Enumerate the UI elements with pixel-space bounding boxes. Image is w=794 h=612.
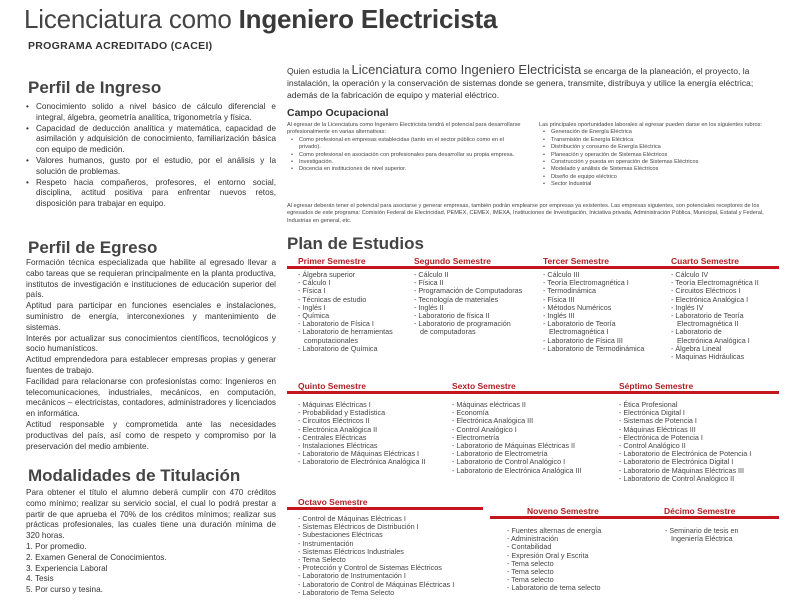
campo-left: Al egresar de la Licenciatura como Ingeniero Electricista tendrá el potencial para desarrollarse profesionalmente en varias alternativas: • Como profesional en empresas establecidas (tanto en el sector público como en el privado). • Como profesional en asociación con profesionales para desarrollar su propia empresa. • Investigación. • Docencia en instituciones de nivel superior. — [287, 122, 527, 174]
intro-paragraph: Quien estudia la Licenciatura como Ingeniero Electricista se encarga de la planeación, el proyecto, la instalación, la operación y la conservación de sistemas donde se genera, transmite, distribuya y utilice la energía eléctrica; además de la fabricación de equipo y material eléctrico. — [287, 62, 754, 100]
list-item: • Investigación. — [287, 159, 527, 166]
semester-heading: Séptimo Semestre — [619, 381, 694, 391]
semester-divider — [287, 507, 483, 510]
semester-heading: Sexto Semestre — [452, 381, 516, 391]
semester-heading: Quinto Semestre — [298, 381, 367, 391]
list-item: 1. Por promedio. — [26, 541, 87, 551]
paragraph: Actitud emprendedora para establecer empresas propias y generar fuentes de trabajo. — [26, 355, 276, 375]
list-item: 5. Por curso y tesina. — [26, 585, 103, 595]
list-item: • Docencia en instituciones de nivel superior. — [287, 166, 527, 173]
list-item: • Capacidad de deducción analítica y matemática, capacidad de asimilación y adquisición de conocimiento, familiarización básica con equipo de medición. — [26, 124, 276, 156]
modalidades-body — [26, 488, 276, 596]
semester-heading: Noveno Semestre — [527, 506, 599, 516]
semester-divider — [490, 516, 779, 519]
perfil-egreso-body — [26, 258, 276, 452]
campo-bottom: Al egresar deberán tener el potencial para asociarse y generar empresas, también podrán emplearse por empresas ya existentes. Las empresas siguientes, son potenciales receptores de los egresados de este programa: Comisión Federal de Electricidad, PEMEX, CEMEX, IMEXA, Instituciones de Investigación, Iniciativa privada, Administración Pública, Municipal, Estatal y Federal, Industrias en general, etc. — [287, 203, 764, 224]
perfil-ingreso-list — [26, 102, 276, 210]
semester-heading: Octavo Semestre — [298, 497, 368, 507]
program-subtitle: PROGRAMA ACREDITADO (CACEI) — [28, 40, 213, 52]
list-item: • Planeación y operación de Sistemas Eléctricos — [539, 152, 779, 159]
paragraph: Interés por actualizar sus conocimientos científicos, tecnológicos y socio humanísticos. — [26, 333, 276, 354]
semester-heading: Décimo Semestre — [664, 506, 736, 516]
list-item: • Modelado y análisis de Sistemas Eléctricos — [539, 166, 779, 173]
list-item: • Sector Industrial — [539, 181, 779, 188]
semester-divider — [287, 391, 779, 394]
perfil-ingreso-heading: Perfil de Ingreso — [28, 78, 162, 97]
semester-courses: - Álgebra superior - Cálculo I - Física I - Técnicas de estudio - Inglés I - Química - Laboratorio de Física I - Laboratorio de herramientas computacionales - Laboratorio de Química — [298, 270, 393, 353]
semester-heading: Segundo Semestre — [414, 256, 491, 266]
semester-courses: - Ética Profesional - Electrónica Digital I - Sistemas de Potencia I - Máquinas Eléctricas III - Electrónica de Potencia I - Control Analógico II - Laboratorio de Electrónica de Potencia I - Laboratorio de Electrónica Digital I - Laboratorio de Máquinas Eléctricas III - Laboratorio de Control Analógico II — [619, 400, 752, 483]
semester-courses: - Fuentes alternas de energía - Administración - Contabilidad - Expresión Oral y Escrita - Tema selecto - Tema selecto - Tema selecto - Laboratorio de tema selecto — [507, 526, 602, 593]
semester-courses: - Control de Máquinas Eléctricas I - Sistemas Eléctricos de Distribución I - Subestaciones Eléctricas - Instrumentación - Sistemas Eléctricos Industriales - Tema Selecto - Protección y Control de Sistemas Eléctricos - Laboratorio de Instrumentación I - Laboratorio de Control de Máquinas Eléctricas I - Laboratorio de Tema Selecto — [298, 514, 455, 597]
semester-courses: - Cálculo IV - Teoría Electromagnética II - Circuitos Eléctricos I - Electrónica Analógica I - Inglés IV - Laboratorio de Teoría Electromagnética II - Laboratorio de Electrónica Analógica I - Álgebra Lineal - Maquinas Hidráulicas — [671, 270, 759, 362]
list-item: • Como profesional en empresas establecidas (tanto en el sector público como en el privado). — [287, 137, 527, 152]
semester-courses: - Cálculo II - Física II - Programación de Computadoras - Tecnología de materiales - Inglés II - Laboratorio de física II - Laboratorio de programación de computadoras — [414, 270, 523, 337]
paragraph: Aptitud para participar en funciones esenciales e instalaciones, suministro de energía, interconexiones y mantenimiento de sistemas. — [26, 301, 276, 332]
semester-courses: - Seminario de tesis en Ingeniería Eléctrica — [665, 526, 739, 544]
paragraph: Formación técnica especializada que habilite al egresado llevar a cabo tareas que se requieran principalmente en la planta productiva, institutos de investigación e instituciones de educación superior del país. — [26, 258, 276, 300]
list-item: 3. Experiencia Laboral — [26, 563, 108, 573]
paragraph: Para obtener el título el alumno deberá cumplir con 470 créditos como mínimo; realizar su servicio social, el cual lo podrá prestar a partir de que aprueba el 70% de los créditos mínimos; realizar sus prácticas profesionales, las cuales tiene una duración mínima de 320 horas. — [26, 488, 276, 541]
list-item: 2. Examen General de Conocimientos. — [26, 552, 167, 562]
page-title: Licenciatura como Ingeniero Electricista — [24, 4, 498, 34]
semester-courses: - Cálculo III - Teoría Electromagnética I - Termodinámica - Física III - Métodos Numéricos - Inglés III - Laboratorio de Teoría Electromagnética I - Laboratorio de Física III - Laboratorio de Termodinámica — [543, 270, 645, 353]
list-item: • Respeto hacia compañeros, profesores, el entorno social, disciplina, actitud positiva para enfrentar nuevos retos, disposición para trabajar en equipo. — [26, 178, 276, 210]
semester-heading: Tercer Semestre — [543, 256, 609, 266]
semester-courses: - Máquinas eléctricas II - Economía - Electrónica Analógica III - Control Analógico I - Electrometría - Laboratorio de Máquinas Eléctricas II - Laboratorio de Electrometría - Laboratorio de Control Analógico I - Laboratorio de Electrónica Analógica III — [452, 400, 582, 475]
perfil-egreso-heading: Perfil de Egreso — [28, 238, 158, 257]
semester-heading: Cuarto Semestre — [671, 256, 740, 266]
campo-right: Las principales oportunidades laborales al egresar pueden darse en los siguientes rubros: • Generación de Energía Eléctrica • Transmisión de Energía Eléctrica • Distribución y consumo de Energía Eléctrica • Planeación y operación de Sistemas Eléctricos • Construcción y puesta en operación de Sistemas Eléctricos • Modelado y análisis de Sistemas Eléctricos • Diseño de equipo eléctrico • Sector Industrial — [539, 122, 779, 189]
list-item: • Valores humanos, gusto por el estudio, por el análisis y la solución de problemas. — [26, 156, 276, 178]
list-item: • Distribución y consumo de Energía Eléctrica — [539, 144, 779, 151]
semester-divider — [287, 266, 779, 269]
list-item: • Diseño de equipo eléctrico — [539, 174, 779, 181]
semester-courses: - Máquinas Eléctricas I - Probabilidad y Estadística - Circuitos Eléctricos II - Electrónica Analógica II - Centrales Eléctricas - Instalaciones Eléctricas - Laboratorio de Máquinas Eléctricas I - Laboratorio de Electrónica Analógica II — [298, 400, 426, 467]
paragraph: Facilidad para relacionarse con profesionistas como: Ingenieros en telecomunicaciones, industriales, mecánicos, en computación, mecánicos – electricistas, contadores, administradores y licenciados en informática. — [26, 376, 276, 419]
list-item: • Conocimiento solido a nivel básico de cálculo diferencial e integral, álgebra, geometría analítica, trigonometría y física. — [26, 102, 276, 124]
paragraph: Actitud responsable y comprometida ante las necesidades productivas del país, así como de respeto y compromiso por la preservación del medio ambiente. — [26, 419, 276, 451]
campo-heading: Campo Ocupacional — [287, 107, 389, 119]
list-item: • Como profesional en asociación con profesionales para desarrollar su propia empresa. — [287, 152, 527, 159]
list-item: 4. Tesis — [26, 574, 54, 584]
list-item: • Generación de Energía Eléctrica — [539, 129, 779, 136]
semester-heading: Primer Semestre — [298, 256, 366, 266]
plan-heading: Plan de Estudios — [287, 234, 424, 253]
list-item: • Transmisión de Energía Eléctrica — [539, 137, 779, 144]
modalidades-heading: Modalidades de Titulación — [28, 466, 241, 485]
list-item: • Construcción y puesta en operación de Sistemas Eléctricos — [539, 159, 779, 166]
